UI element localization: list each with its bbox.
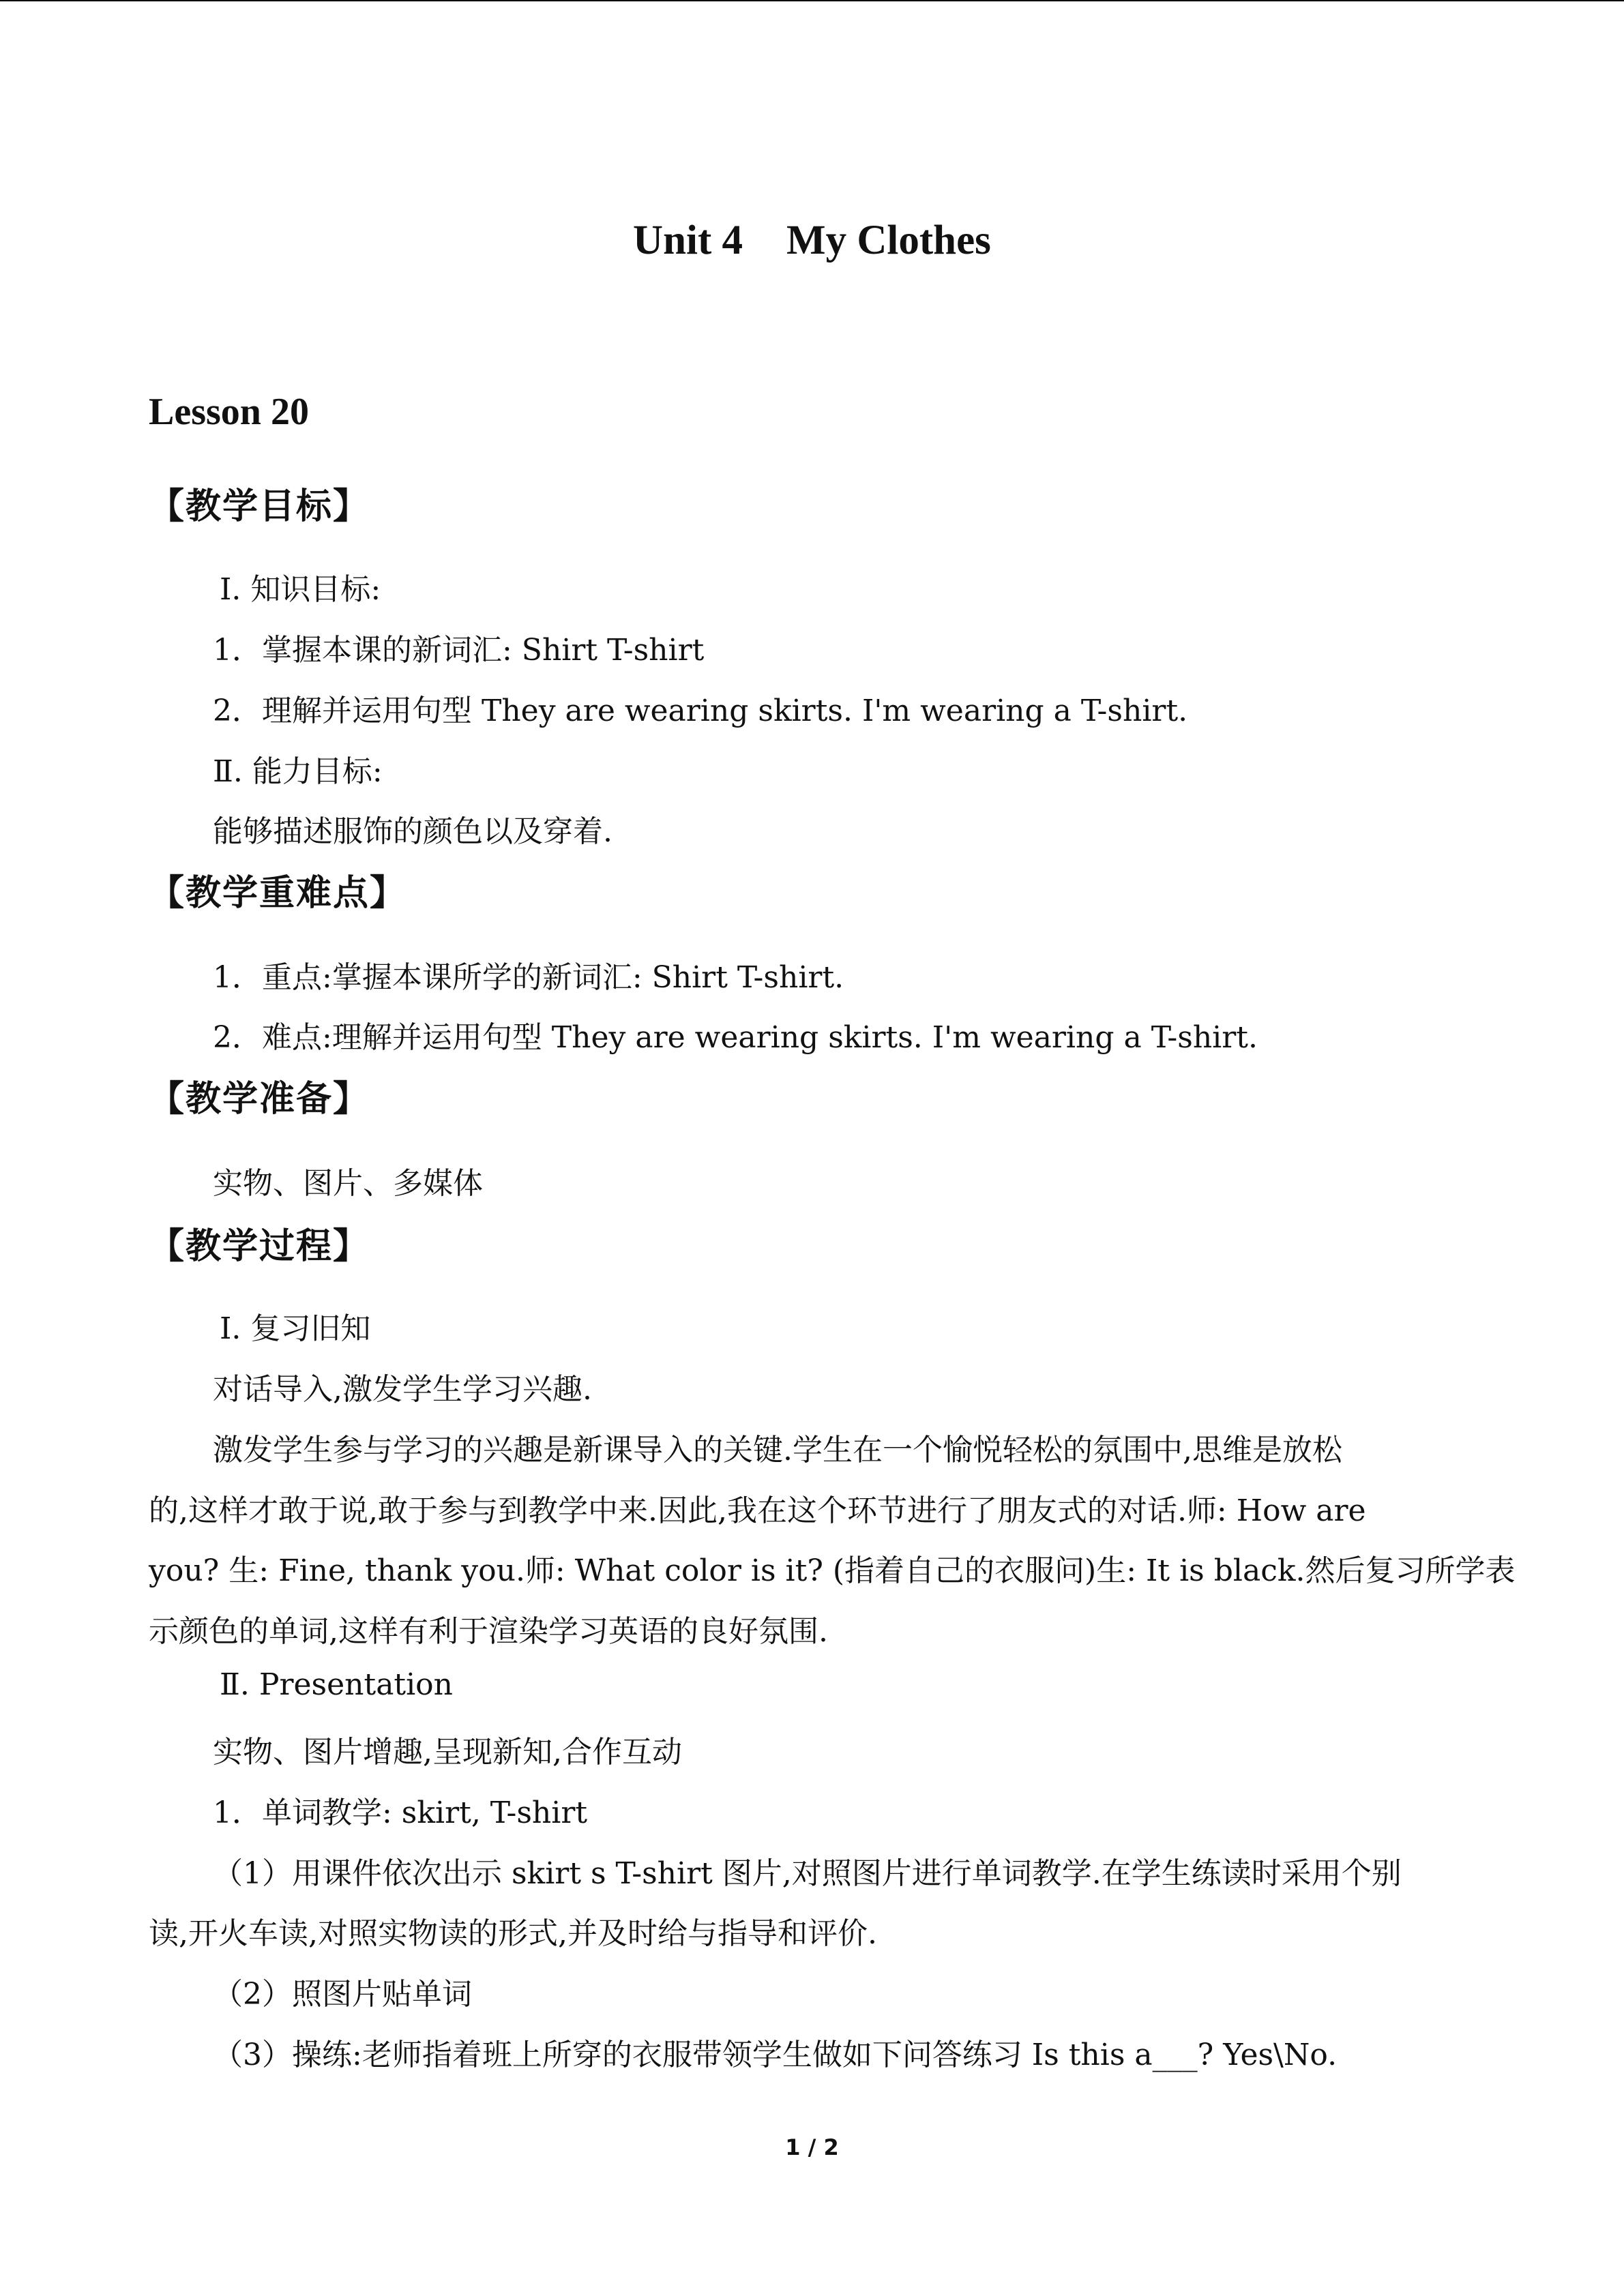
paragraph-line: 读,开火车读,对照实物读的形式,并及时给与指导和评价. xyxy=(149,1916,877,1951)
text-line: Ⅰ. 复习旧知 xyxy=(220,1311,371,1346)
lesson-label: Lesson 20 xyxy=(149,391,309,433)
text-line: （2）照图片贴单词 xyxy=(213,1977,472,2012)
heading-teaching-process: 【教学过程】 xyxy=(149,1226,370,1267)
text-line: Ⅱ. Presentation xyxy=(220,1667,454,1702)
text-line: 能够描述服饰的颜色以及穿着. xyxy=(213,814,612,849)
text-line: 1．掌握本课的新词汇: Shirt T-shirt xyxy=(213,633,705,668)
paragraph-line: 示颜色的单词,这样有利于渲染学习英语的良好氛围. xyxy=(149,1614,828,1649)
text-line: 1．单词教学: skirt, T-shirt xyxy=(213,1795,588,1830)
text-line: 实物、图片增趣,呈现新知,合作互动 xyxy=(213,1735,682,1770)
paragraph-line: 激发学生参与学习的兴趣是新课导入的关键.学生在一个愉悦轻松的氛围中,思维是放松 xyxy=(213,1433,1342,1467)
paragraph-line: 的,这样才敢于说,敢于参与到教学中来.因此,我在这个环节进行了朋友式的对话.师: How are xyxy=(149,1493,1366,1528)
text-line: 对话导入,激发学生学习兴趣. xyxy=(213,1372,592,1407)
text-line: 2．理解并运用句型 They are wearing skirts. I'm wearing a T-shirt. xyxy=(213,694,1188,728)
page-title xyxy=(0,217,1624,265)
text-line: 2．难点:理解并运用句型 They are wearing skirts. I'm wearing a T-shirt. xyxy=(213,1020,1258,1055)
paragraph-line: you? 生: Fine, thank you.师: What color is it? (指着自己的衣服问)生: It is black.然后复习所学表 xyxy=(149,1553,1516,1588)
heading-teaching-preparation: 【教学准备】 xyxy=(149,1079,370,1120)
title-unit: Unit 4 xyxy=(633,218,743,263)
heading-key-difficult-points: 【教学重难点】 xyxy=(149,873,407,914)
page-number: 1 / 2 xyxy=(785,2134,839,2160)
heading-teaching-objectives: 【教学目标】 xyxy=(149,486,370,527)
text-line: Ⅰ. 知识目标: xyxy=(220,572,381,607)
paragraph-line: （1）用课件依次出示 skirt s T-shirt 图片,对照图片进行单词教学.在学生练读时采用个别 xyxy=(213,1856,1402,1891)
text-line: 1．重点:掌握本课所学的新词汇: Shirt T-shirt. xyxy=(213,960,844,995)
text-line: Ⅱ. 能力目标: xyxy=(213,754,383,789)
text-line: （3）操练:老师指着班上所穿的衣服带领学生做如下问答练习 Is this a___? Yes\No. xyxy=(213,2038,1338,2072)
title-name: My Clothes xyxy=(786,218,991,263)
text-line: 实物、图片、多媒体 xyxy=(213,1166,483,1201)
